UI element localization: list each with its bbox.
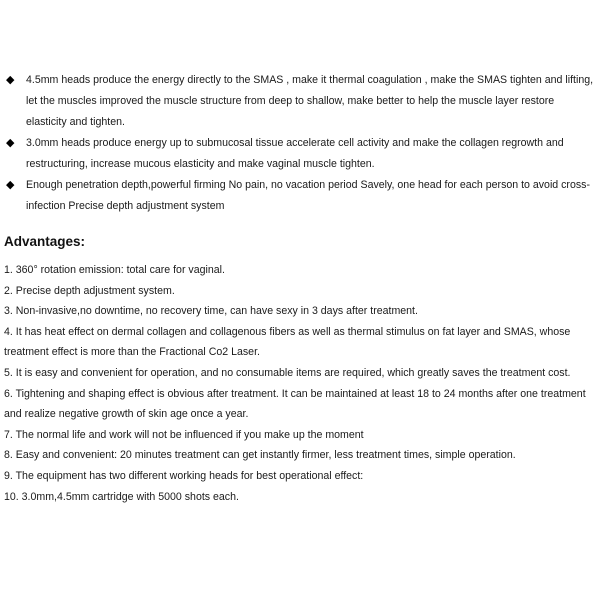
advantage-item: 5. It is easy and convenient for operation, and no consumable items are required, which greatly saves the treatment cost.	[4, 366, 571, 379]
feature-bullet-3-0mm	[6, 133, 594, 175]
diamond-bullet-icon: ◆	[6, 74, 15, 86]
advantage-item: 3. Non-invasive,no downtime, no recovery time, can have sexy in 3 days after treatment.	[4, 305, 418, 318]
diamond-bullet-icon: ◆	[6, 179, 15, 191]
advantages-heading: Advantages:	[4, 234, 86, 249]
bullet-text: 4.5mm heads produce the energy directly to the SMAS , make it thermal coagulation , make the SMAS tighten and lifting, let the muscles improved the muscle structure from deep to shallow, make better to help the muscle layer restore elasticity and tighten.	[26, 74, 594, 128]
advantage-item: 8. Easy and convenient: 20 minutes treatment can get instantly firmer, less treatment times, simple operation.	[4, 449, 516, 462]
feature-bullet-4-5mm	[6, 70, 594, 133]
diamond-bullet-icon: ◆	[6, 137, 15, 149]
bullet-text: 3.0mm heads produce energy up to submucosal tissue accelerate cell activity and make the collagen regrowth and restructuring, increase mucous elasticity and make vaginal muscle tighten.	[26, 137, 564, 170]
advantage-item: 6. Tightening and shaping effect is obvious after treatment. It can be maintained at least 18 to 24 months after one treatment and realize negative growth of skin age once a year.	[4, 387, 586, 421]
advantage-item: 4. It has heat effect on dermal collagen and collagenous fibers as well as thermal stimulus on fat layer and SMAS, whose treatment effect is more than the Fractional Co2 Laser.	[4, 325, 571, 359]
advantage-item: 2. Precise depth adjustment system.	[4, 284, 175, 297]
advantage-item: 9. The equipment has two different working heads for best operational effect:	[4, 469, 364, 482]
bullet-text: Enough penetration depth,powerful firming No pain, no vacation period Savely, one head for each person to avoid cross-infection Precise depth adjustment system	[26, 179, 590, 212]
feature-bullet-list	[6, 70, 594, 217]
advantage-item: 10. 3.0mm,4.5mm cartridge with 5000 shots each.	[4, 490, 239, 503]
advantage-item: 1. 360° rotation emission: total care for vaginal.	[4, 264, 225, 276]
advantage-item: 7. The normal life and work will not be influenced if you make up the moment	[4, 428, 364, 441]
feature-bullet-penetration	[6, 175, 594, 217]
advantages-list	[4, 260, 594, 507]
